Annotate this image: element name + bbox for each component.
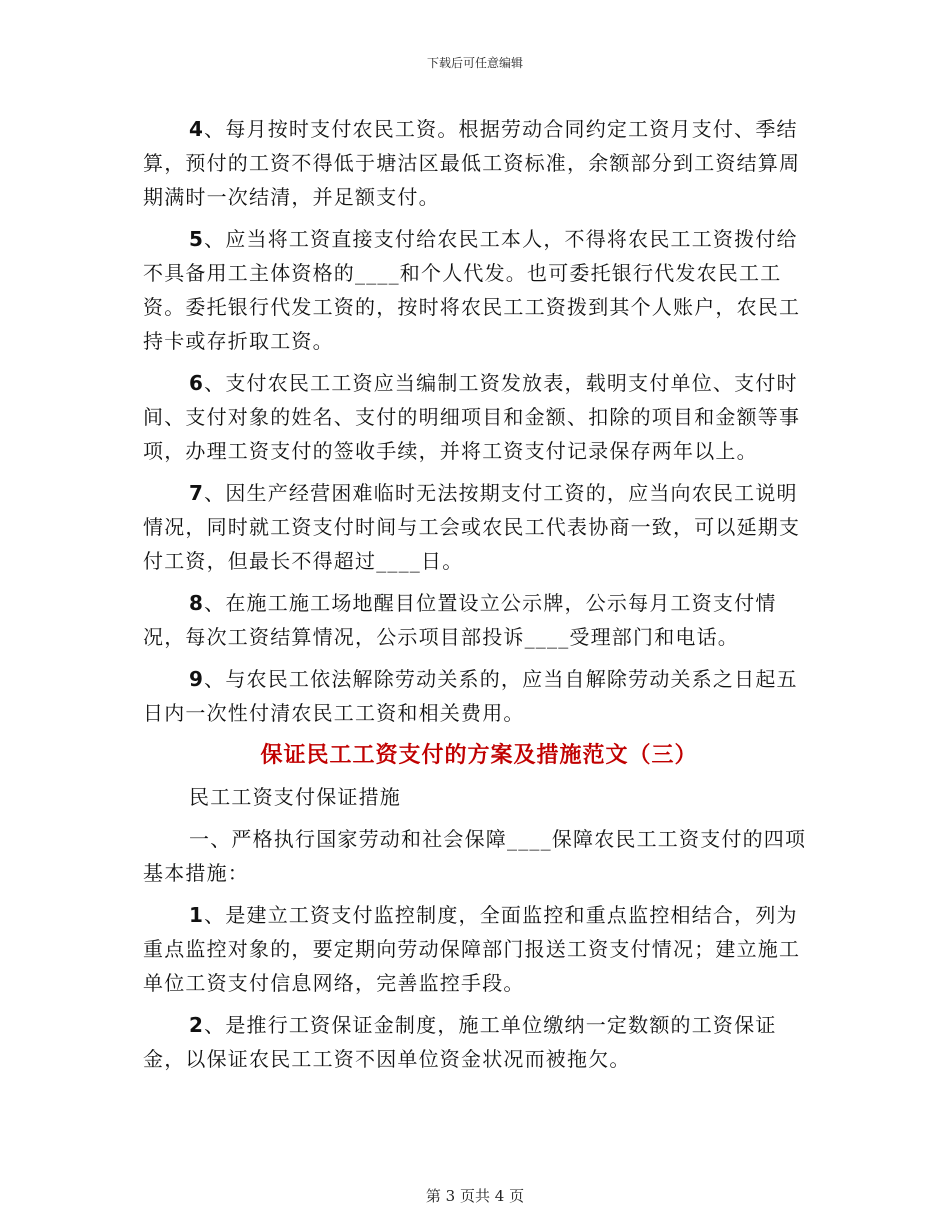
paragraph-measure-1 (143, 898, 815, 1000)
paragraph-text: 、是推行工资保证金制度，施工单位缴纳一定数额的工资保证金，以保证农民工工资不因单位资金状况而被拖欠。 (143, 1013, 777, 1071)
paragraph-item-7 (143, 476, 815, 578)
intro-paragraph: 一、严格执行国家劳动和社会保障____保障农民工工资支付的四项基本措施： (143, 827, 807, 885)
paragraph-text: 、因生产经营困难临时无法按期支付工资的，应当向农民工说明情况，同时就工资支付时间与工会或农民工代表协商一致，可以延期支付工资，但最长不得超过____日。 (143, 481, 801, 573)
paragraph-item-6 (143, 366, 815, 468)
paragraph-text: 、与农民工依法解除劳动关系的，应当自解除劳动关系之日起五日内一次性付清农民工工资和相关费用。 (143, 667, 798, 725)
paragraph-measure-2 (143, 1008, 815, 1076)
item-number: 1 (189, 903, 205, 927)
item-number: 2 (189, 1013, 205, 1037)
item-number: 5 (189, 227, 205, 251)
paragraph-text: 、是建立工资支付监控制度，全面监控和重点监控相结合，列为重点监控对象的，要定期向劳动保障部门报送工资支付情况；建立施工单位工资支付信息网络，完善监控手段。 (143, 903, 801, 995)
paragraph-text: 、在施工施工场地醒目位置设立公示牌，公示每月工资支付情况，每次工资结算情况，公示项目部投诉____受理部门和电话。 (143, 591, 777, 649)
paragraph-item-5 (143, 222, 815, 358)
item-number: 8 (189, 591, 205, 615)
paragraph-text: 、支付农民工工资应当编制工资发放表，载明支付单位、支付时间、支付对象的姓名、支付的明细项目和金额、扣除的项目和金额等事项，办理工资支付的签收手续，并将工资支付记录保存两年以上。 (143, 371, 801, 463)
paragraph-text: 、应当将工资直接支付给农民工本人，不得将农民工工资拨付给不具备用工主体资格的____和个人代发。也可委托银行代发农民工工资。委托银行代发工资的，按时将农民工工资拨到其个人账户，农民工持卡或存折取工资。 (143, 227, 801, 353)
paragraph-text: 、每月按时支付农民工资。根据劳动合同约定工资月支付、季结算，预付的工资不得低于塘沽区最低工资标准，余额部分到工资结算周期满时一次结清，并足额支付。 (143, 117, 801, 209)
page-header: 下载后可任意编辑 (426, 56, 523, 70)
paragraph-item-8 (143, 586, 815, 654)
paragraph-item-9 (143, 662, 815, 730)
item-number: 4 (189, 117, 205, 141)
section-subtitle: 民工工资支付保证措施 (189, 785, 401, 809)
page-footer: 第 3 页共 4 页 (425, 1187, 525, 1205)
item-number: 6 (189, 371, 205, 395)
section-title: 保证民工工资支付的方案及措施范文（三） (260, 742, 698, 768)
item-number: 9 (189, 667, 205, 691)
paragraph-item-4 (143, 112, 815, 214)
document-body (143, 112, 815, 1084)
item-number: 7 (189, 481, 205, 505)
